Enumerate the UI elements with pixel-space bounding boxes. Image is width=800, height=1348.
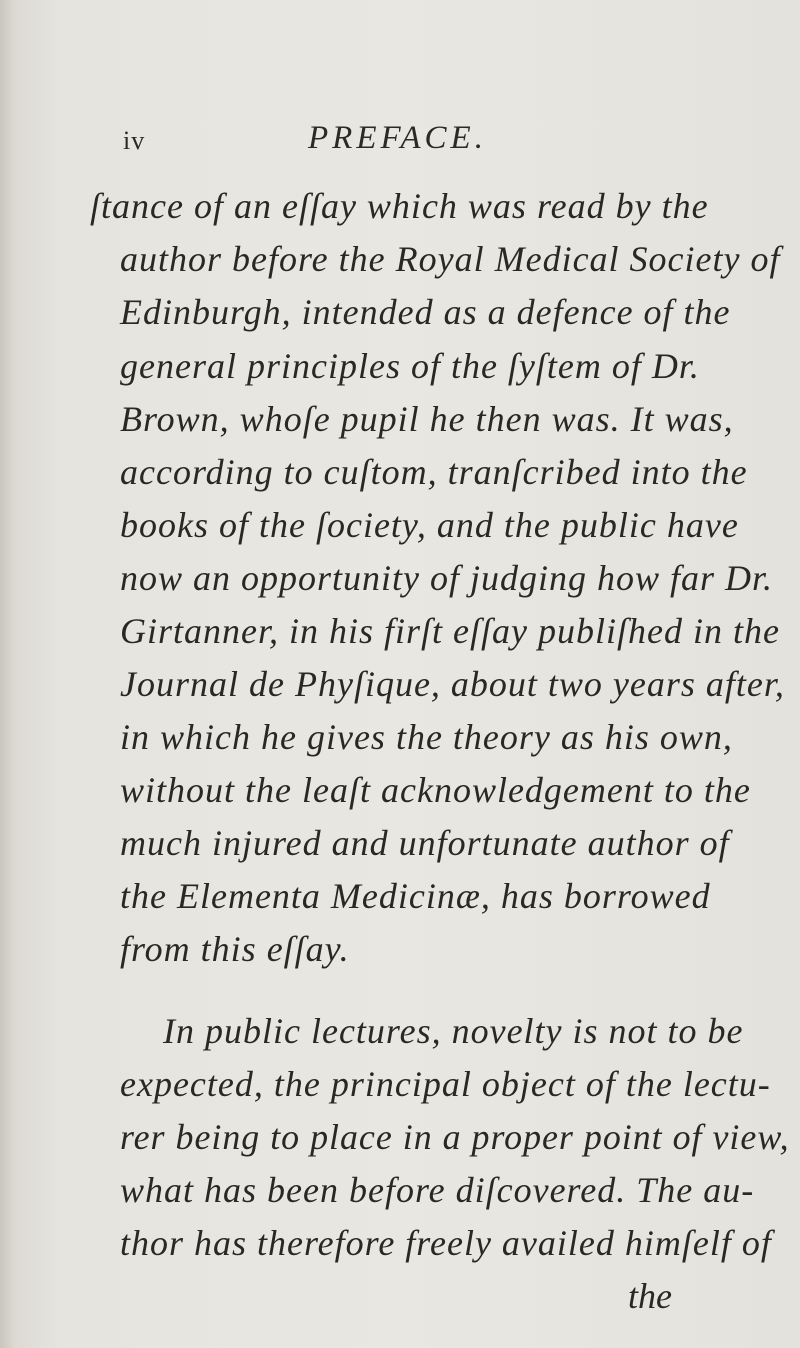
text-line: author before the Royal Medical Society of <box>120 239 781 279</box>
text-line: Journal de Phyſique, about two years after, <box>120 664 785 704</box>
text-line: according to cuſtom, tranſcribed into the <box>120 452 748 492</box>
text-line: thor has therefore freely availed himſelf of <box>120 1223 772 1263</box>
text-line: in which he gives the theory as his own, <box>120 717 733 757</box>
text-line: now an opportunity of judging how far Dr. <box>120 558 774 598</box>
text-line: general principles of the ſyſtem of Dr. <box>120 346 700 386</box>
text-line: the Elementa Medicinæ, has borrowed <box>120 876 711 916</box>
catchword: the <box>628 1276 672 1316</box>
text-line: books of the ſociety, and the public have <box>120 505 739 545</box>
text-line: without the leaſt acknowledgement to the <box>120 770 751 810</box>
text-line: what has been before diſcovered. The au- <box>120 1170 755 1210</box>
page-number: iv <box>123 126 146 155</box>
text-line: Edinburgh, intended as a defence of the <box>120 292 731 332</box>
text-line: Girtanner, in his firſt eſſay publiſhed in the <box>120 611 780 651</box>
text-line: from this eſſay. <box>120 929 350 969</box>
text-line: ſtance of an eſſay which was read by the <box>90 186 709 226</box>
running-head: PREFACE. <box>308 120 487 156</box>
text-line: In public lectures, novelty is not to be <box>163 1011 744 1051</box>
text-line: much injured and unfortunate author of <box>120 823 730 863</box>
spine-shadow <box>0 0 14 1348</box>
page-header <box>0 120 800 166</box>
text-line: expected, the principal object of the lectu- <box>120 1064 771 1104</box>
text-line: rer being to place in a proper point of view, <box>120 1117 790 1157</box>
text-line: Brown, whoſe pupil he then was. It was, <box>120 399 734 439</box>
